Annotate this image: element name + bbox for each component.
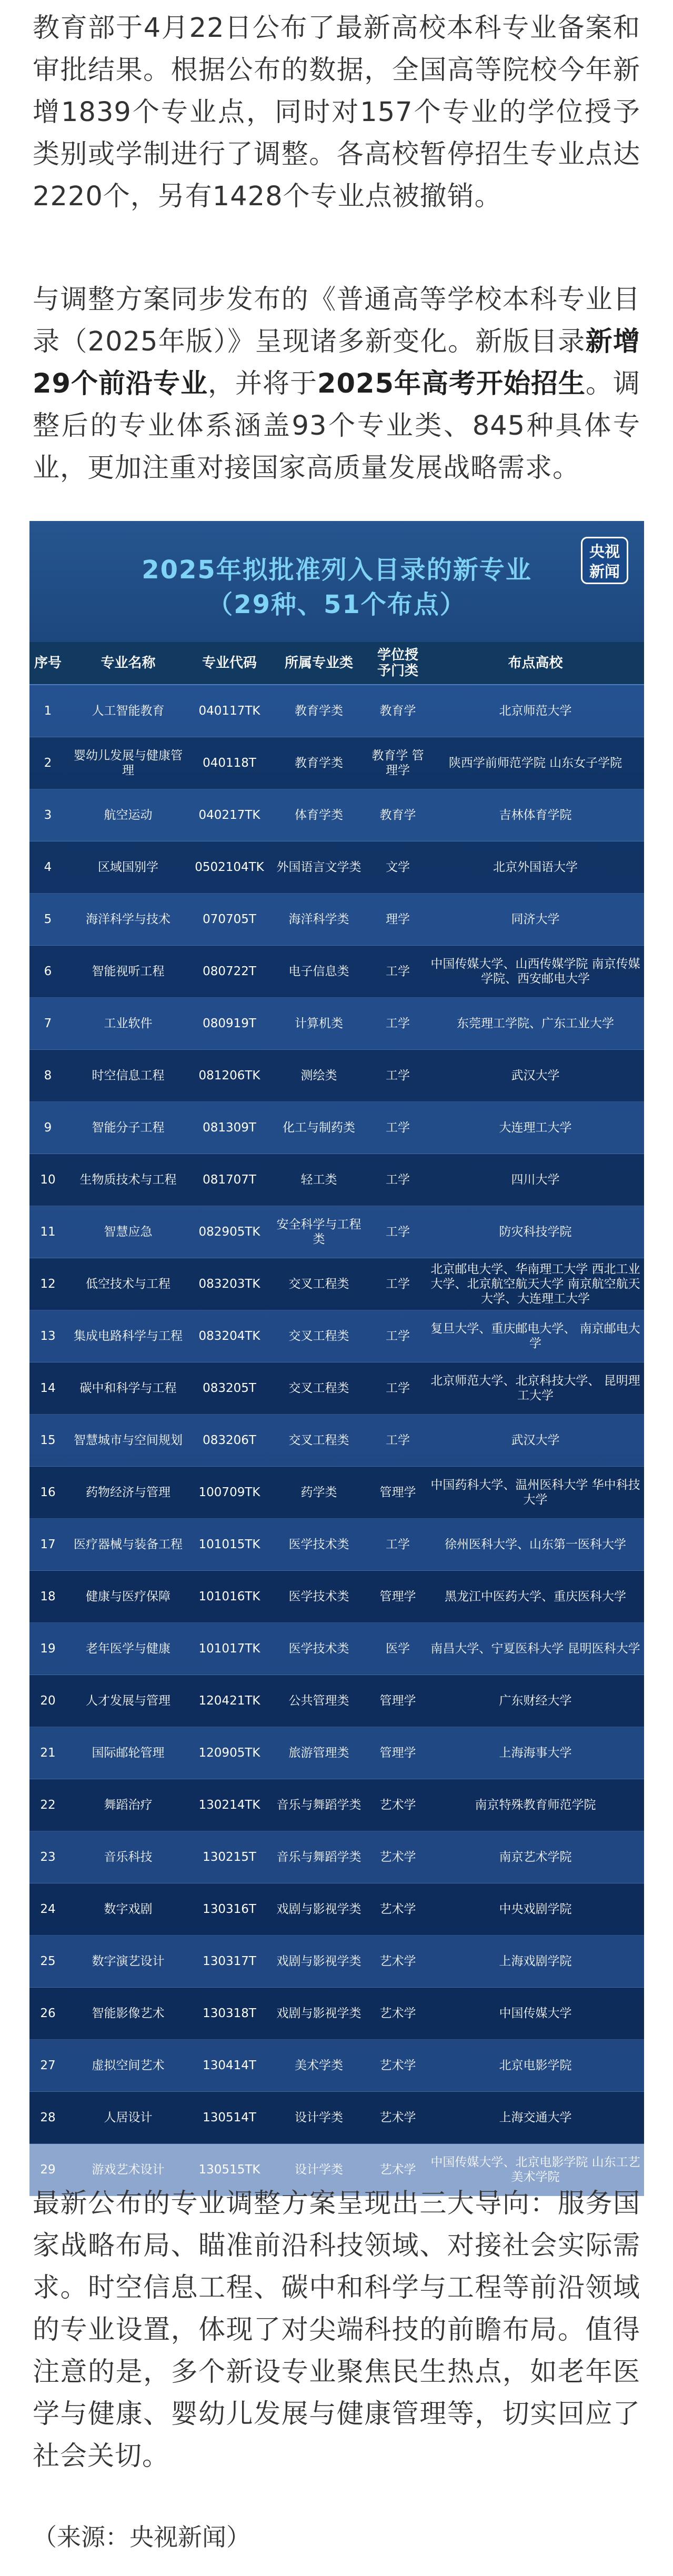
catalog-text-1: 与调整方案同步发布的《普通高等学校本科专业目录（2025年版）》呈现诸多新变化。新版目录 [33, 284, 640, 357]
cell-category: 体育学类 [269, 789, 369, 841]
cell-category: 交叉工程类 [269, 1310, 369, 1362]
cell-category: 戏剧与影视学类 [269, 1936, 369, 1988]
header-degree: 学位授予门类 [369, 642, 427, 685]
cell-universities: 武汉大学 [427, 1415, 644, 1467]
table-body [29, 685, 644, 2196]
cell-major-code: 080722T [190, 946, 269, 998]
cell-universities: 同济大学 [427, 894, 644, 946]
cell-index: 16 [29, 1467, 66, 1519]
cell-degree: 艺术学 [369, 1831, 427, 1883]
cell-universities: 陕西学前师范学院 山东女子学院 [427, 737, 644, 789]
cell-category: 音乐与舞蹈学类 [269, 1779, 369, 1831]
cell-major-code: 130514T [190, 2092, 269, 2144]
cell-major-code: 101016TK [190, 1571, 269, 1623]
cell-major-code: 040217TK [190, 789, 269, 841]
cell-category: 设计学类 [269, 2092, 369, 2144]
cell-index: 1 [29, 685, 66, 737]
cell-universities: 中国传媒大学、山西传媒学院 南京传媒学院、西安邮电大学 [427, 946, 644, 998]
cell-index: 19 [29, 1623, 66, 1675]
cell-degree: 工学 [369, 1102, 427, 1154]
table-header-row [29, 642, 644, 685]
cell-universities: 南昌大学、宁夏医科大学 昆明医科大学 [427, 1623, 644, 1675]
cell-degree: 工学 [369, 1154, 427, 1206]
cell-category: 外国语言文学类 [269, 841, 369, 894]
cell-degree: 文学 [369, 841, 427, 894]
cell-major-name: 智能影像艺术 [66, 1988, 190, 2040]
cell-universities: 上海海事大学 [427, 1727, 644, 1779]
table-row [29, 841, 644, 894]
cell-universities: 南京特殊教育师范学院 [427, 1779, 644, 1831]
cell-category: 旅游管理类 [269, 1727, 369, 1779]
cell-index: 22 [29, 1779, 66, 1831]
cell-major-code: 040117TK [190, 685, 269, 737]
cell-major-code: 081707T [190, 1154, 269, 1206]
cell-universities: 大连理工大学 [427, 1102, 644, 1154]
cell-major-code: 120905TK [190, 1727, 269, 1779]
cell-index: 5 [29, 894, 66, 946]
cell-degree: 工学 [369, 1050, 427, 1102]
cell-major-code: 070705T [190, 894, 269, 946]
table-row [29, 2092, 644, 2144]
cell-degree: 教育学 [369, 685, 427, 737]
cell-major-code: 130214TK [190, 1779, 269, 1831]
source-credit: （来源：央视新闻） [33, 2523, 250, 2551]
cell-major-code: 081206TK [190, 1050, 269, 1102]
cell-index: 18 [29, 1571, 66, 1623]
cell-major-name: 游戏艺术设计 [66, 2144, 190, 2196]
cell-index: 7 [29, 998, 66, 1050]
cell-major-name: 航空运动 [66, 789, 190, 841]
table-row [29, 1571, 644, 1623]
table-row [29, 1883, 644, 1936]
cell-universities: 南京艺术学院 [427, 1831, 644, 1883]
cell-category: 设计学类 [269, 2144, 369, 2196]
catalog-text-2: ，并将于 [207, 368, 317, 399]
cell-index: 15 [29, 1415, 66, 1467]
cell-major-name: 健康与医疗保障 [66, 1571, 190, 1623]
cell-index: 9 [29, 1102, 66, 1154]
table-row [29, 894, 644, 946]
cell-major-code: 101015TK [190, 1519, 269, 1571]
cell-major-code: 130317T [190, 1936, 269, 1988]
table-title-line1: 2025年拟批准列入目录的新专业 [142, 555, 532, 585]
table-row [29, 1310, 644, 1362]
highlight-new-majors: 新增29个前沿专业 [33, 326, 640, 399]
cell-major-code: 130316T [190, 1883, 269, 1936]
cell-degree: 工学 [369, 1310, 427, 1362]
cell-category: 电子信息类 [269, 946, 369, 998]
table-row [29, 737, 644, 789]
cell-index: 25 [29, 1936, 66, 1988]
cell-major-code: 040118T [190, 737, 269, 789]
cell-major-name: 集成电路科学与工程 [66, 1310, 190, 1362]
catalog-text-3: 。调整后的专业体系涵盖93个专业类、845种具体专业，更加注重对接国家高质量发展战略需求。 [33, 368, 640, 484]
table-row [29, 1988, 644, 2040]
table-title [29, 553, 644, 622]
cell-major-name: 数字演艺设计 [66, 1936, 190, 1988]
cell-degree: 艺术学 [369, 1936, 427, 1988]
cell-universities: 中国传媒大学 [427, 1988, 644, 2040]
cell-major-name: 人工智能教育 [66, 685, 190, 737]
cell-index: 4 [29, 841, 66, 894]
table-row [29, 1936, 644, 1988]
cell-universities: 上海交通大学 [427, 2092, 644, 2144]
cell-major-name: 低空技术与工程 [66, 1258, 190, 1310]
cell-category: 戏剧与影视学类 [269, 1883, 369, 1936]
cell-major-name: 虚拟空间艺术 [66, 2040, 190, 2092]
cell-degree: 工学 [369, 1258, 427, 1310]
intro-paragraph: 教育部于4月22日公布了最新高校本科专业备案和审批结果。根据公布的数据，全国高等院校今年新增1839个专业点，同时对157个专业的学位授予类别或学制进行了调整。各高校暂停招生专业点达2220个，另有1428个专业点被撤销。 [33, 13, 640, 212]
cell-degree: 艺术学 [369, 2040, 427, 2092]
cell-index: 17 [29, 1519, 66, 1571]
table-row [29, 1102, 644, 1154]
cell-major-name: 工业软件 [66, 998, 190, 1050]
header-index: 序号 [29, 642, 66, 685]
cell-index: 23 [29, 1831, 66, 1883]
highlight-start-year: 2025年高考开始招生 [317, 368, 586, 399]
cell-index: 21 [29, 1727, 66, 1779]
table-row [29, 685, 644, 737]
cell-degree: 管理学 [369, 1467, 427, 1519]
cell-universities: 中国药科大学、温州医科大学 华中科技大学 [427, 1467, 644, 1519]
cell-category: 美术学类 [269, 2040, 369, 2092]
cell-universities: 黑龙江中医药大学、重庆医科大学 [427, 1571, 644, 1623]
cell-category: 化工与制药类 [269, 1102, 369, 1154]
cell-index: 12 [29, 1258, 66, 1310]
cell-index: 11 [29, 1206, 66, 1258]
cell-universities: 北京外国语大学 [427, 841, 644, 894]
cell-major-name: 人居设计 [66, 2092, 190, 2144]
cell-degree: 工学 [369, 1415, 427, 1467]
header-universities: 布点高校 [427, 642, 644, 685]
cell-major-code: 082905TK [190, 1206, 269, 1258]
cell-index: 24 [29, 1883, 66, 1936]
cell-category: 计算机类 [269, 998, 369, 1050]
majors-table [29, 642, 644, 2196]
cell-index: 14 [29, 1362, 66, 1415]
cell-major-code: 083206T [190, 1415, 269, 1467]
cell-major-code: 120421TK [190, 1675, 269, 1727]
cell-major-name: 生物质技术与工程 [66, 1154, 190, 1206]
cell-major-code: 083203TK [190, 1258, 269, 1310]
cell-universities: 防灾科技学院 [427, 1206, 644, 1258]
cell-major-name: 区域国别学 [66, 841, 190, 894]
cell-universities: 中国传媒大学、北京电影学院 山东工艺美术学院 [427, 2144, 644, 2196]
cell-major-name: 智慧应急 [66, 1206, 190, 1258]
cell-degree: 工学 [369, 946, 427, 998]
cell-category: 教育学类 [269, 685, 369, 737]
cell-degree: 工学 [369, 998, 427, 1050]
cell-degree: 艺术学 [369, 2144, 427, 2196]
cell-degree: 工学 [369, 1206, 427, 1258]
cell-degree: 管理学 [369, 1727, 427, 1779]
cell-index: 20 [29, 1675, 66, 1727]
table-row [29, 1050, 644, 1102]
table-row [29, 998, 644, 1050]
cell-universities: 北京电影学院 [427, 2040, 644, 2092]
cell-degree: 艺术学 [369, 1988, 427, 2040]
cell-category: 安全科学与工程类 [269, 1206, 369, 1258]
cell-category: 医学技术类 [269, 1623, 369, 1675]
cell-major-name: 时空信息工程 [66, 1050, 190, 1102]
cell-category: 公共管理类 [269, 1675, 369, 1727]
cell-index: 10 [29, 1154, 66, 1206]
summary-paragraph: 最新公布的专业调整方案呈现出三大导向：服务国家战略布局、瞄准前沿科技领域、对接社会实际需求。时空信息工程、碳中和科学与工程等前沿领域的专业设置，体现了对尖端科技的前瞻布局。值得注意的是，多个新设专业聚焦民生热点，如老年医学与健康、婴幼儿发展与健康管理等，切实回应了社会关切。 [33, 2188, 640, 2472]
logo-text-line2: 新闻 [589, 563, 620, 580]
cell-universities: 复旦大学、重庆邮电大学、 南京邮电大学 [427, 1310, 644, 1362]
cell-major-name: 药物经济与管理 [66, 1467, 190, 1519]
table-row [29, 2040, 644, 2092]
cell-index: 26 [29, 1988, 66, 2040]
cell-index: 6 [29, 946, 66, 998]
cell-degree: 管理学 [369, 1571, 427, 1623]
cell-universities: 东莞理工学院、广东工业大学 [427, 998, 644, 1050]
cell-category: 交叉工程类 [269, 1415, 369, 1467]
cell-universities: 北京师范大学 [427, 685, 644, 737]
cell-major-code: 083205T [190, 1362, 269, 1415]
cell-category: 交叉工程类 [269, 1362, 369, 1415]
cell-degree: 医学 [369, 1623, 427, 1675]
cell-major-name: 海洋科学与技术 [66, 894, 190, 946]
table-row [29, 1623, 644, 1675]
cell-universities: 上海戏剧学院 [427, 1936, 644, 1988]
cell-universities: 中央戏剧学院 [427, 1883, 644, 1936]
cell-major-name: 音乐科技 [66, 1831, 190, 1883]
cell-major-name: 舞蹈治疗 [66, 1779, 190, 1831]
cell-major-name: 数字戏剧 [66, 1883, 190, 1936]
table-row [29, 1258, 644, 1310]
cell-index: 13 [29, 1310, 66, 1362]
cell-major-name: 智能视听工程 [66, 946, 190, 998]
cell-category: 交叉工程类 [269, 1258, 369, 1310]
header-major-code: 专业代码 [190, 642, 269, 685]
cell-index: 8 [29, 1050, 66, 1102]
cell-major-code: 080919T [190, 998, 269, 1050]
cell-degree: 管理学 [369, 1675, 427, 1727]
cell-major-name: 人才发展与管理 [66, 1675, 190, 1727]
cell-category: 教育学类 [269, 737, 369, 789]
table-row [29, 1467, 644, 1519]
table-title-line2: （29种、51个布点） [207, 590, 466, 619]
cell-index: 27 [29, 2040, 66, 2092]
cell-index: 28 [29, 2092, 66, 2144]
table-row [29, 1831, 644, 1883]
cell-major-code: 101017TK [190, 1623, 269, 1675]
cell-universities: 北京师范大学、北京科技大学、 昆明理工大学 [427, 1362, 644, 1415]
cell-degree: 工学 [369, 1519, 427, 1571]
table-row [29, 1727, 644, 1779]
table-row [29, 1675, 644, 1727]
cell-universities: 吉林体育学院 [427, 789, 644, 841]
table-row [29, 1154, 644, 1206]
table-row [29, 1779, 644, 1831]
cell-index: 2 [29, 737, 66, 789]
cell-major-code: 100709TK [190, 1467, 269, 1519]
cell-major-name: 国际邮轮管理 [66, 1727, 190, 1779]
cell-universities: 徐州医科大学、山东第一医科大学 [427, 1519, 644, 1571]
cell-category: 轻工类 [269, 1154, 369, 1206]
cell-universities: 武汉大学 [427, 1050, 644, 1102]
cell-degree: 工学 [369, 1362, 427, 1415]
cell-category: 戏剧与影视学类 [269, 1988, 369, 2040]
cell-degree: 艺术学 [369, 2092, 427, 2144]
cell-category: 海洋科学类 [269, 894, 369, 946]
logo-text-line1: 央视 [589, 543, 620, 560]
cell-category: 药学类 [269, 1467, 369, 1519]
cell-major-code: 083204TK [190, 1310, 269, 1362]
cell-degree: 教育学 [369, 789, 427, 841]
cell-major-name: 智能分子工程 [66, 1102, 190, 1154]
cell-major-code: 0502104TK [190, 841, 269, 894]
table-row [29, 1415, 644, 1467]
table-row [29, 946, 644, 998]
cell-major-name: 老年医学与健康 [66, 1623, 190, 1675]
new-majors-table-card [29, 521, 644, 2184]
cell-degree: 艺术学 [369, 1779, 427, 1831]
cell-index: 3 [29, 789, 66, 841]
cell-category: 测绘类 [269, 1050, 369, 1102]
cell-major-code: 130318T [190, 1988, 269, 2040]
cell-major-code: 130414T [190, 2040, 269, 2092]
cell-major-code: 130215T [190, 1831, 269, 1883]
table-wrapper [29, 642, 644, 2196]
table-row [29, 789, 644, 841]
cell-major-name: 智慧城市与空间规划 [66, 1415, 190, 1467]
cell-degree: 理学 [369, 894, 427, 946]
table-row [29, 1519, 644, 1571]
cell-universities: 广东财经大学 [427, 1675, 644, 1727]
cell-index: 29 [29, 2144, 66, 2196]
cell-major-name: 碳中和科学与工程 [66, 1362, 190, 1415]
cell-universities: 北京邮电大学、华南理工大学 西北工业大学、北京航空航天大学 南京航空航天大学、大连理工大学 [427, 1258, 644, 1310]
header-major-name: 专业名称 [66, 642, 190, 685]
cell-degree: 艺术学 [369, 1883, 427, 1936]
cell-major-name: 医疗器械与装备工程 [66, 1519, 190, 1571]
cell-degree: 教育学 管理学 [369, 737, 427, 789]
cell-major-name: 婴幼儿发展与健康管理 [66, 737, 190, 789]
catalog-paragraph [33, 279, 640, 489]
header-category: 所属专业类 [269, 642, 369, 685]
table-row [29, 1362, 644, 1415]
cell-category: 音乐与舞蹈学类 [269, 1831, 369, 1883]
cell-major-code: 130515TK [190, 2144, 269, 2196]
cell-major-code: 081309T [190, 1102, 269, 1154]
cell-category: 医学技术类 [269, 1571, 369, 1623]
table-row [29, 1206, 644, 1258]
cell-category: 医学技术类 [269, 1519, 369, 1571]
cell-universities: 四川大学 [427, 1154, 644, 1206]
